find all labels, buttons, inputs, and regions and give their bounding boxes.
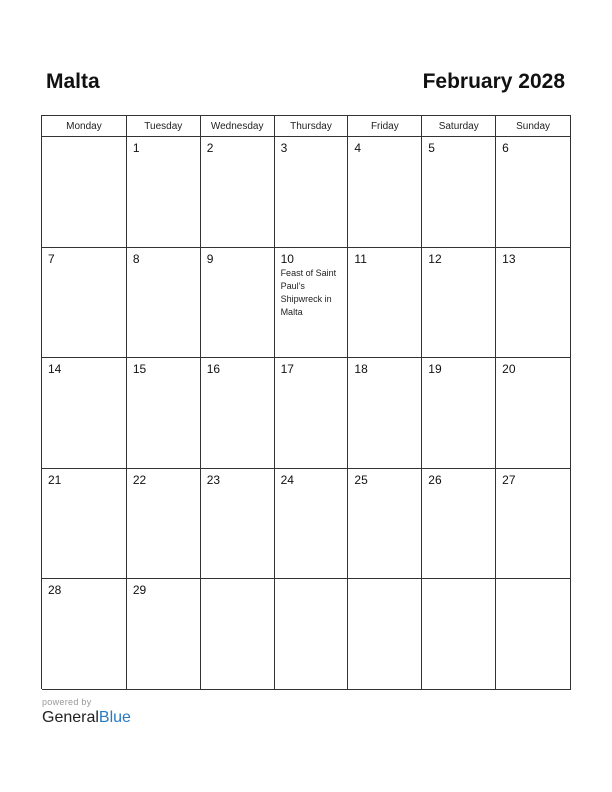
day-cell[interactable] xyxy=(201,579,275,690)
day-cell[interactable] xyxy=(496,248,571,359)
day-cell[interactable] xyxy=(348,469,422,580)
date-number: 14 xyxy=(48,362,62,377)
holiday-label: Feast of Saint Paul’s Shipwreck in Malta xyxy=(280,267,337,317)
day-cell[interactable] xyxy=(127,579,201,690)
day-cell[interactable] xyxy=(127,137,201,248)
week-row xyxy=(42,248,571,359)
day-cell[interactable] xyxy=(42,469,127,580)
day-cell[interactable] xyxy=(42,579,127,690)
date-number: 12 xyxy=(428,251,442,266)
date-number: 24 xyxy=(280,472,294,487)
day-cell[interactable] xyxy=(422,469,496,580)
date-number: 3 xyxy=(280,141,288,155)
day-cell[interactable] xyxy=(496,469,571,580)
generalblue-logo[interactable] xyxy=(42,709,131,727)
week-row xyxy=(42,358,571,469)
date-number: 21 xyxy=(48,472,62,487)
day-cell[interactable] xyxy=(127,469,201,580)
date-number: 20 xyxy=(502,362,516,377)
date-number: 6 xyxy=(502,141,509,155)
weekday-label: Friday xyxy=(348,116,422,137)
week-row xyxy=(42,579,571,690)
day-cell[interactable] xyxy=(496,358,571,469)
weekday-label: Sunday xyxy=(496,116,571,137)
day-cell[interactable] xyxy=(348,137,422,248)
date-number: 2 xyxy=(206,141,214,155)
day-cell[interactable] xyxy=(275,358,349,469)
brand-general-text: General xyxy=(42,709,99,726)
weekday-label: Thursday xyxy=(275,116,349,137)
day-cell[interactable] xyxy=(275,469,349,580)
calendar-grid xyxy=(41,115,571,689)
date-number: 10 xyxy=(280,251,294,266)
day-cell[interactable] xyxy=(201,248,275,359)
day-cell[interactable] xyxy=(422,248,496,359)
date-number: 1 xyxy=(132,141,140,155)
day-cell[interactable] xyxy=(201,137,275,248)
weekday-header-row xyxy=(42,116,571,137)
day-cell[interactable] xyxy=(201,358,275,469)
powered-by-label: powered by xyxy=(42,697,92,707)
day-cell[interactable] xyxy=(496,137,571,248)
date-number: 13 xyxy=(502,251,516,266)
week-row xyxy=(42,469,571,580)
date-number: 27 xyxy=(502,472,516,487)
date-number: 29 xyxy=(132,583,147,598)
country-title: Malta xyxy=(46,70,100,93)
day-cell[interactable] xyxy=(42,358,127,469)
weekday-label: Tuesday xyxy=(127,116,201,137)
day-cell[interactable] xyxy=(42,248,127,359)
day-cell[interactable] xyxy=(42,137,127,248)
date-number: 23 xyxy=(206,472,221,487)
day-cell[interactable] xyxy=(496,579,571,690)
date-number: 7 xyxy=(48,251,55,266)
date-number: 22 xyxy=(132,472,147,487)
date-number: 28 xyxy=(48,583,62,598)
day-cell[interactable] xyxy=(348,248,422,359)
date-number: 8 xyxy=(132,251,140,266)
date-number: 15 xyxy=(132,362,147,377)
weekday-label: Saturday xyxy=(422,116,496,137)
day-cell[interactable] xyxy=(348,579,422,690)
day-cell[interactable] xyxy=(275,137,349,248)
date-number: 4 xyxy=(354,141,362,155)
day-cell[interactable] xyxy=(127,248,201,359)
date-number: 19 xyxy=(428,362,442,377)
day-cell[interactable] xyxy=(275,579,349,690)
date-number: 26 xyxy=(428,472,442,487)
day-cell[interactable] xyxy=(201,469,275,580)
month-year-title: February 2028 xyxy=(422,70,565,93)
date-number: 16 xyxy=(206,362,221,377)
date-number: 5 xyxy=(428,141,435,155)
day-cell[interactable] xyxy=(127,358,201,469)
date-number: 17 xyxy=(280,362,294,377)
weekday-label: Wednesday xyxy=(201,116,275,137)
day-cell[interactable] xyxy=(348,358,422,469)
date-number: 11 xyxy=(354,251,367,266)
day-cell[interactable] xyxy=(422,579,496,690)
date-number: 9 xyxy=(206,251,214,266)
day-cell[interactable] xyxy=(422,137,496,248)
brand-blue-text: Blue xyxy=(98,709,131,726)
day-cell[interactable] xyxy=(275,248,349,359)
weekday-label: Monday xyxy=(42,116,127,137)
day-cell[interactable] xyxy=(422,358,496,469)
date-number: 18 xyxy=(354,362,368,377)
date-number: 25 xyxy=(354,472,368,487)
week-row xyxy=(42,137,571,248)
